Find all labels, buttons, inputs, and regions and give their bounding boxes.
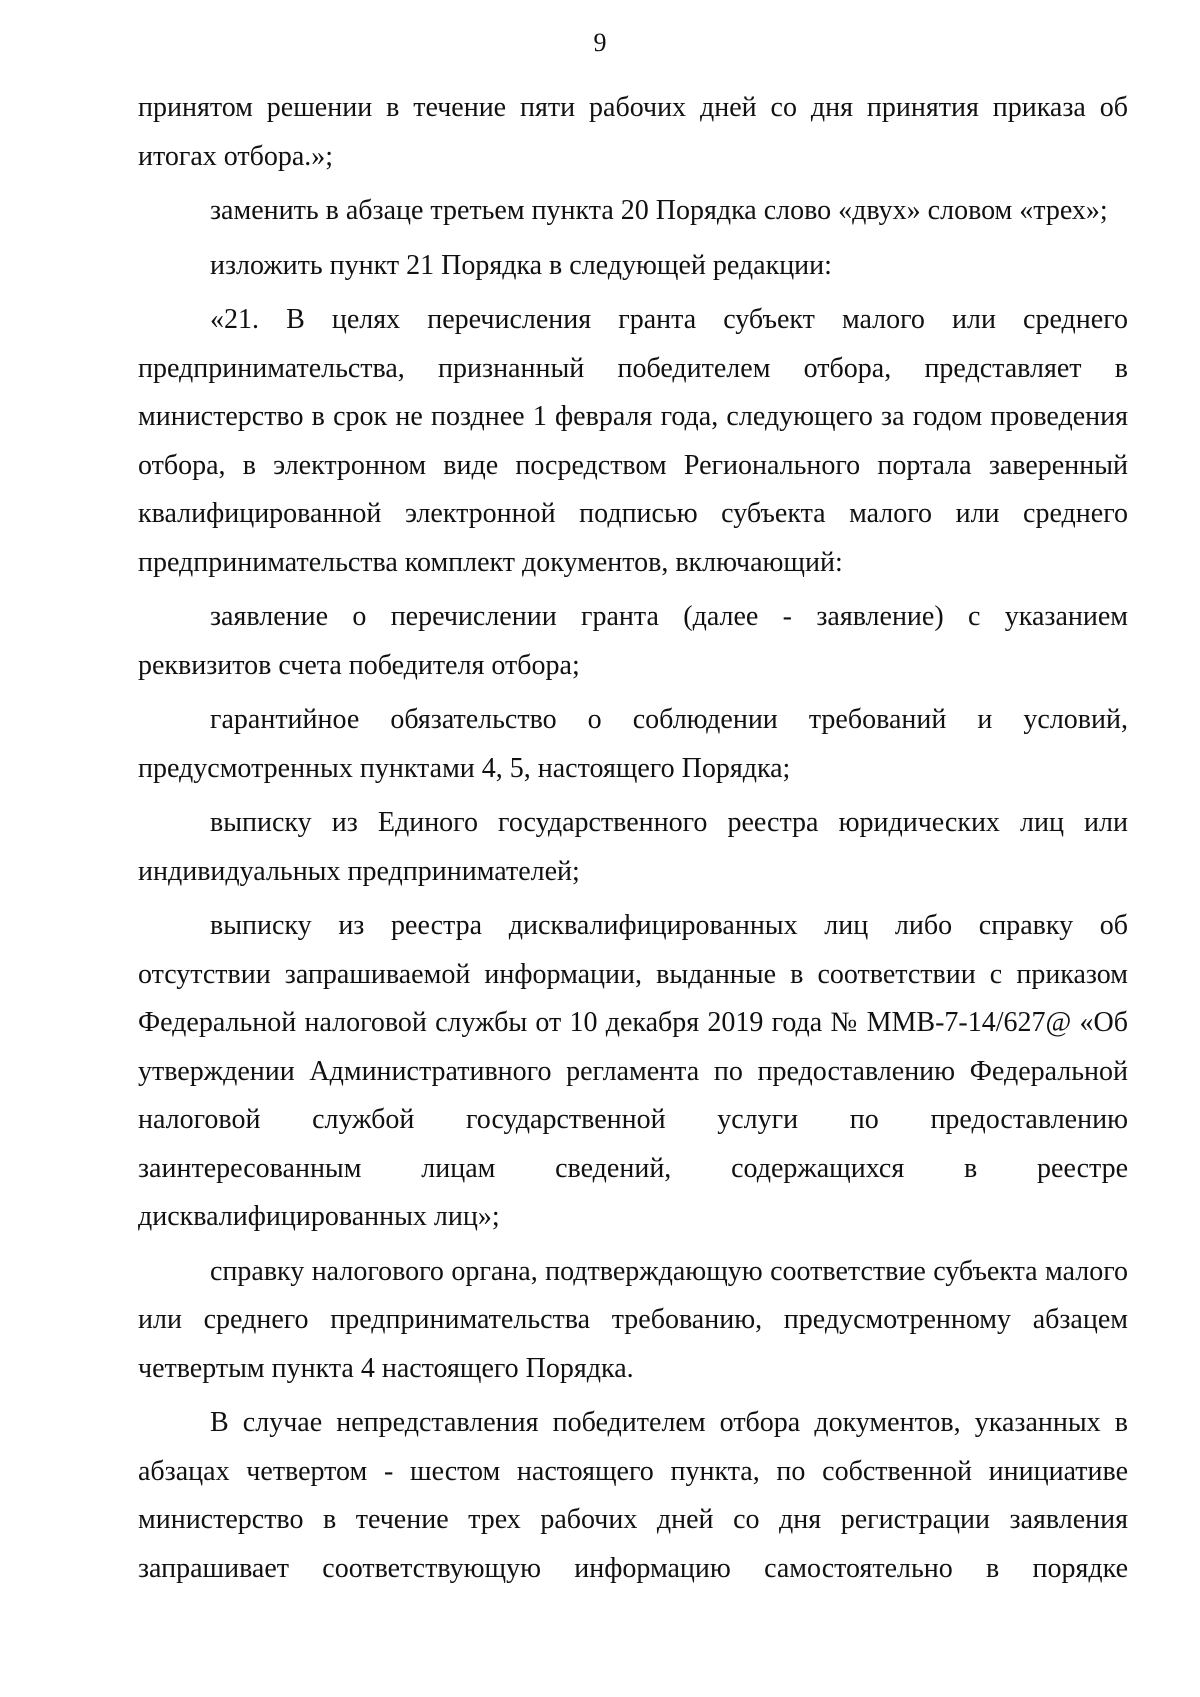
paragraph-disqualified-registry: выписку из реестра дисквалифицированных лиц либо справку об отсутствии запрашиваемой информации, выданные в соответствии с приказом Федеральной налоговой службы от 10 декабря 2019 года № ММВ-7-14/627@ «Об утверждении Административного регламента по предоставлению Федеральной налоговой службой государственной услуги по предоставлению заинтересованным лицам сведений, содержащихся в реестре дисквалифицированных лиц»; [138, 910, 1128, 1232]
paragraph-restate-point-21: изложить пункт 21 Порядка в следующей редакции: [210, 249, 832, 281]
document-body [138, 84, 1128, 1593]
paragraph-tax-certificate: справку налогового органа, подтверждающую соответствие субъекта малого или среднего предпринимательства требованию, предусмотренному абзацем четвертым пункта 4 настоящего Порядка. [138, 1255, 1128, 1384]
paragraph-non-submission: В случае непредставления победителем отбора документов, указанных в абзацах четвертом - шестом настоящего пункта, по собственной инициативе министерство в течение трех рабочих дней со дня регистрации заявления запрашивает соответствующую информацию самостоятельно в порядке [138, 1407, 1128, 1584]
page-number: 9 [593, 28, 607, 57]
paragraph-application: заявление о перечислении гранта (далее - заявление) с указанием реквизитов счета победителя отбора; [138, 601, 1128, 681]
paragraph-registry-extract: выписку из Единого государственного реестра юридических лиц или индивидуальных предпринимателей; [138, 807, 1128, 887]
paragraph-continuation: принятом решении в течение пяти рабочих дней со дня принятия приказа об итогах отбора.»; [138, 92, 1128, 172]
paragraph-amend-point-20: заменить в абзаце третьем пункта 20 Порядка слово «двух» словом «трех»; [210, 195, 1108, 226]
paragraph-guarantee: гарантийное обязательство о соблюдении требований и условий, предусмотренных пунктами 4, 5, настоящего Порядка; [138, 704, 1128, 784]
paragraph-point-21: «21. В целях перечисления гранта субъект малого или среднего предпринимательства, признанный победителем отбора, представляет в министерство в срок не позднее 1 февраля года, следующего за годом проведения отбора, в электронном виде посредством Регионального портала заверенный квалифицированной электронной подписью субъекта малого или среднего предпринимательства комплект документов, включающий: [138, 304, 1128, 578]
